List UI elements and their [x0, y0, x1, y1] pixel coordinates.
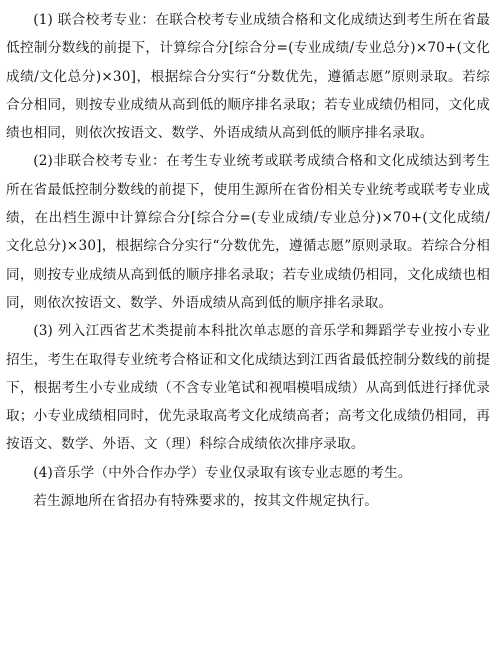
paragraph-non-joint-exam: (2)非联合校考专业：在考生专业统考或联考成绩合格和文化成绩达到考生所在省最低控制分数线的前提下，使用生源所在省份相关专业统考或联考专业成绩，在出档生源中计算综合分[综合分=(专业成绩/专业总分)×70+(文化成绩/文化总分)×30]，根据综合分实行“分数优先，遵循志愿”原则录取。若综合分相同，则按专业成绩从高到低的顺序排名录取；若专业成绩仍相同，文化成绩也相同，则依次按语文、数学、外语成绩从高到低的顺序排名录取。: [6, 153, 490, 311]
paragraph-jiangxi-music-dance: (3) 列入江西省艺术类提前本科批次单志愿的音乐学和舞蹈学专业按小专业招生，考生在取得专业统考合格证和文化成绩达到江西省最低控制分数线的前提下，根据考生小专业成绩（不含专业笔试和视唱模唱成绩）从高到低进行择优录取；小专业成绩相同时，优先录取高考文化成绩高者；高考文化成绩仍相同，再按语文、数学、外语、文（理）科综合成绩依次排序录取。: [6, 323, 490, 453]
paragraph-cooperative-program: (4)音乐学（中外合作办学）专业仅录取有该专业志愿的考生。: [33, 464, 412, 481]
paragraph-joint-exam: (1) 联合校考专业：在联合校考专业成绩合格和文化成绩达到考生所在省最低控制分数线的前提下，计算综合分[综合分=(专业成绩/专业总分)×70+(文化成绩/文化总分)×30]，根据综合分实行“分数优先，遵循志愿”原则录取。若综合分相同，则按专业成绩从高到低的顺序排名录取；若专业成绩仍相同，文化成绩也相同，则依次按语文、数学、外语成绩从高到低的顺序排名录取。: [6, 12, 490, 142]
paragraph-special-requirements: 若生源地所在省招办有特殊要求的，按其文件规定执行。: [33, 493, 379, 510]
